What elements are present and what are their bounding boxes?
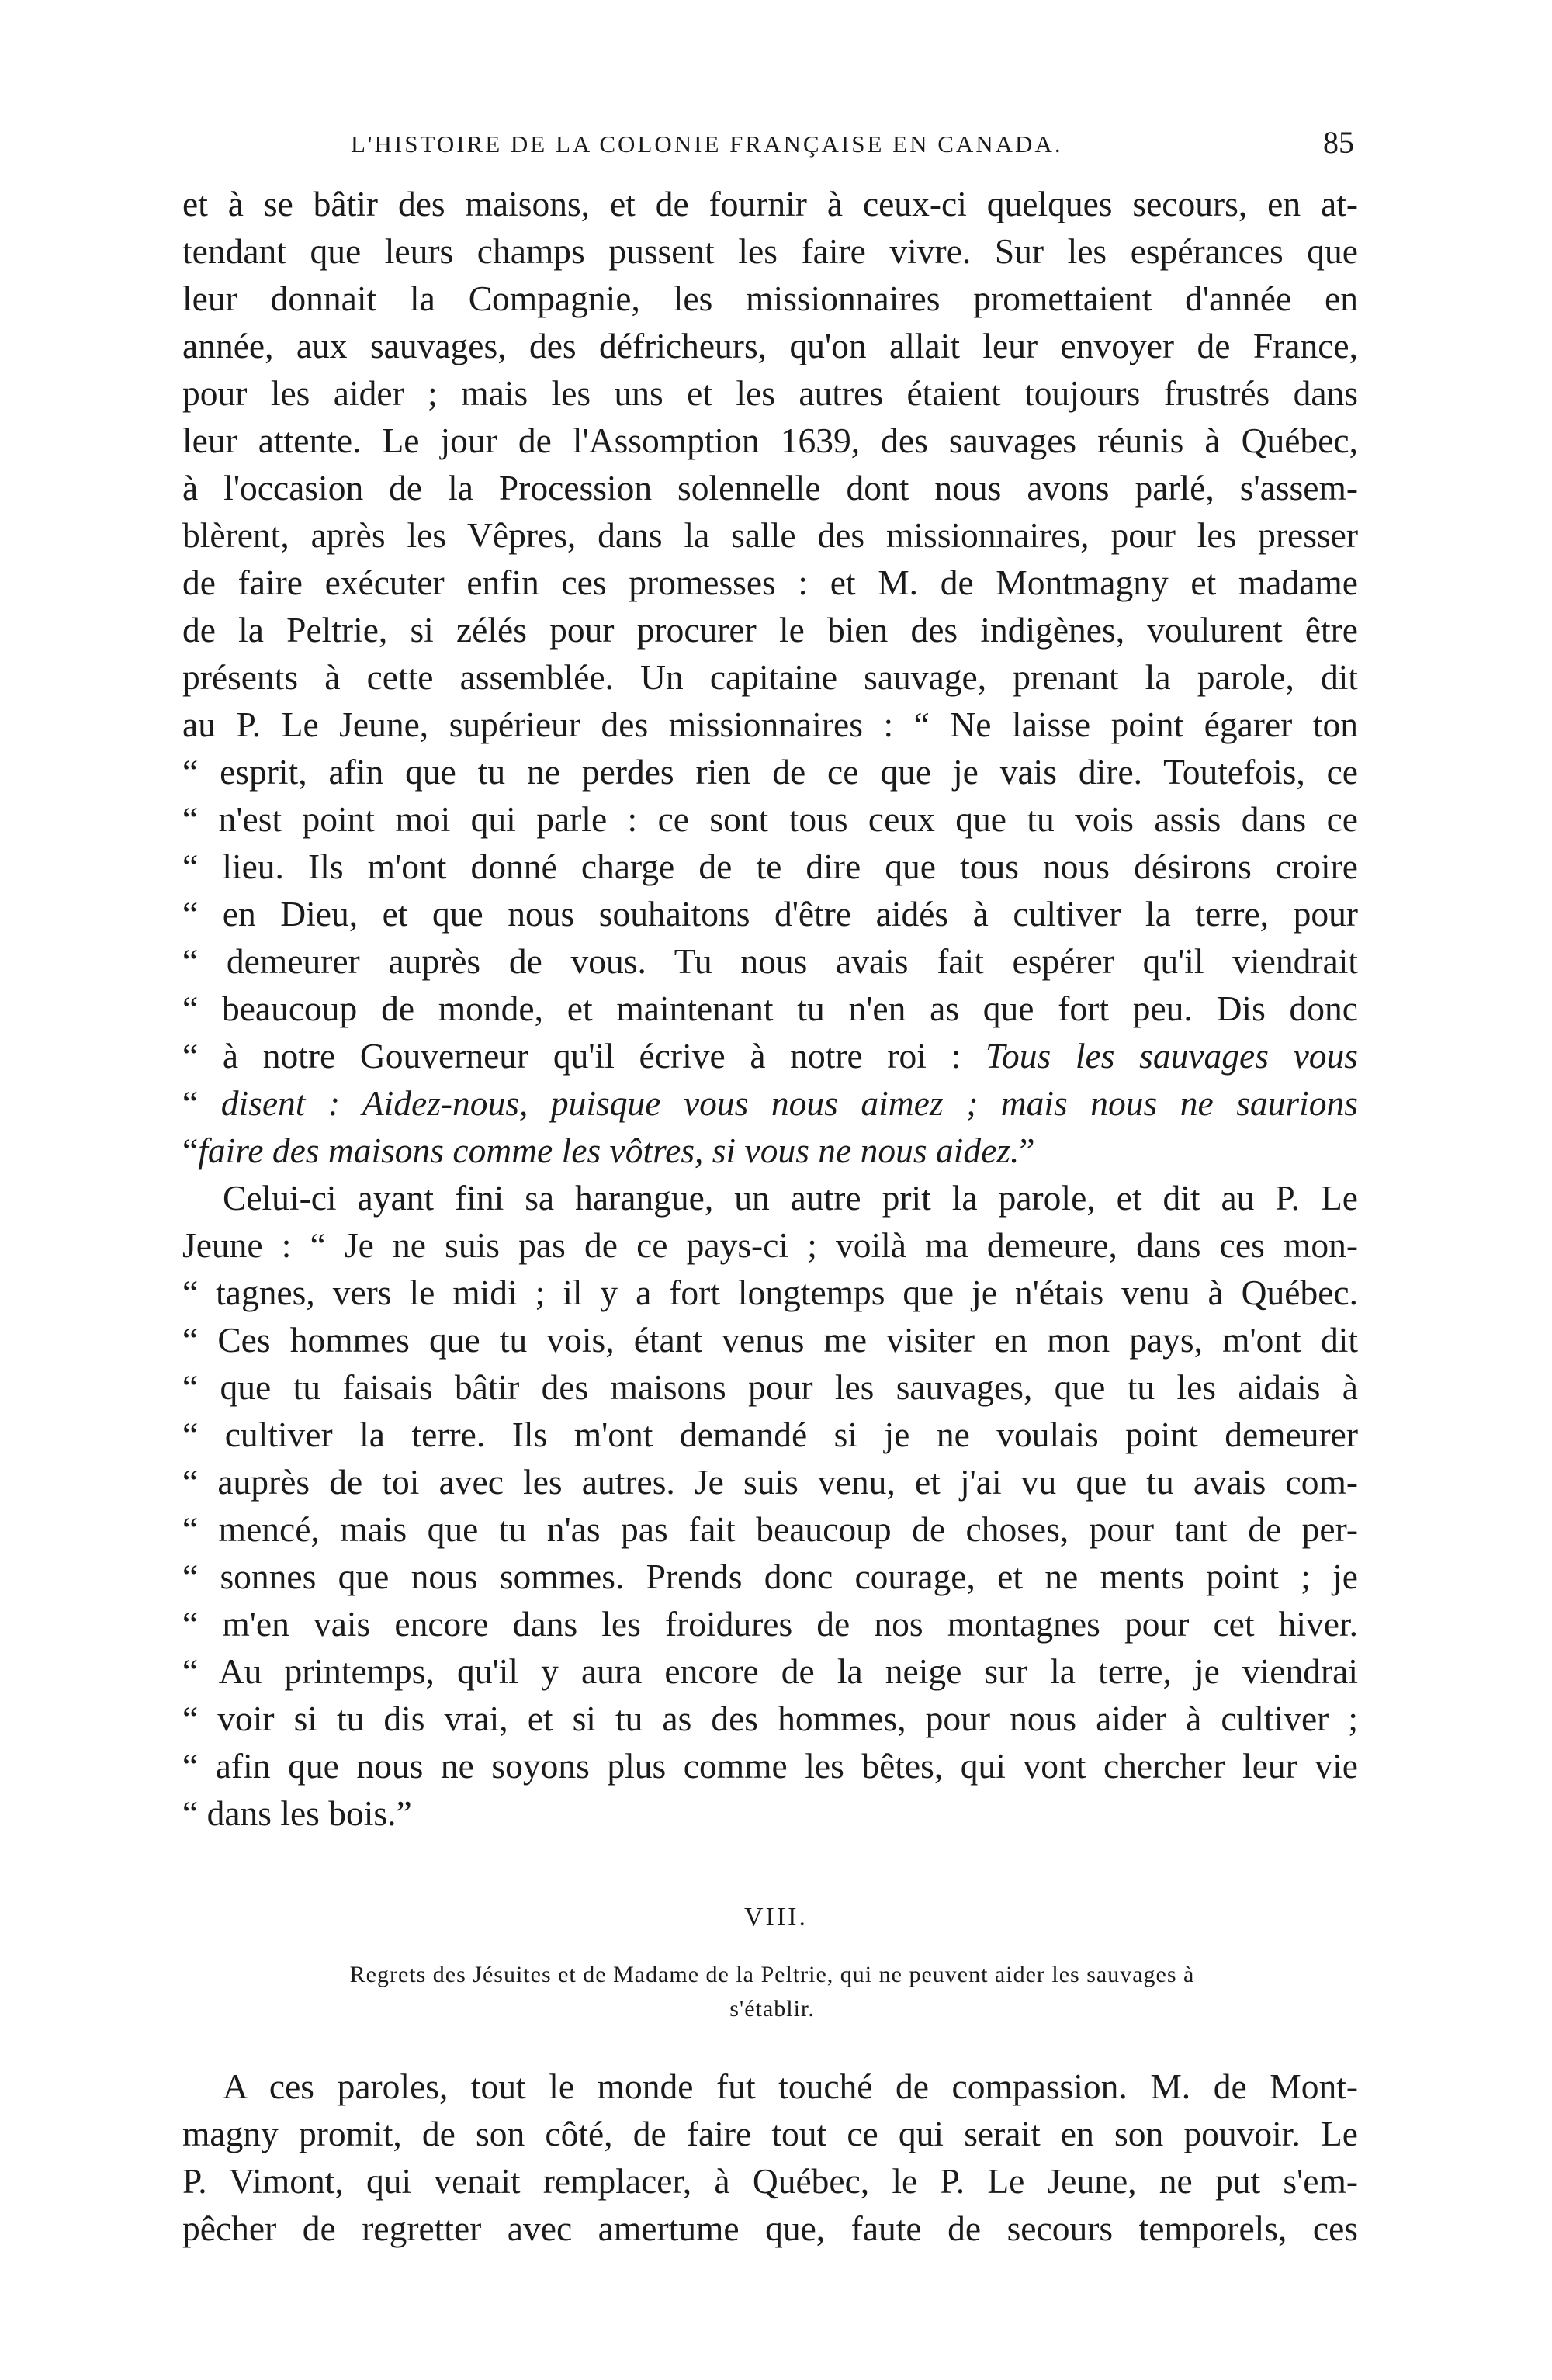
- text-line: “ que tu faisais bâtir des maisons pour les sauvages, que tu les aidais à: [182, 1367, 1358, 1407]
- section-title: [186, 1958, 1358, 2026]
- text-line: leur attente. Le jour de l'Assomption 1639, des sauvages réunis à Québec,: [182, 421, 1358, 460]
- text-line: année, aux sauvages, des défricheurs, qu'on allait leur envoyer de France,: [182, 326, 1358, 365]
- text-line: Celui-ci ayant fini sa harangue, un autre prit la parole, et dit au P. Le: [223, 1178, 1358, 1218]
- text-line: leur donnait la Compagnie, les missionnaires promettaient d'année en: [182, 279, 1358, 318]
- text-line: “ esprit, afin que tu ne perdes rien de ce que je vais dire. Toutefois, ce: [182, 752, 1358, 792]
- text-line: “ auprès de toi avec les autres. Je suis venu, et j'ai vu que tu avais com-: [182, 1462, 1358, 1502]
- italic-quote-text: disent : Aidez-nous, puisque vous nous aimez ; mais nous ne saurions: [220, 1083, 1358, 1123]
- text-line: A ces paroles, tout le monde fut touché de compassion. M. de Mont-: [223, 2066, 1358, 2106]
- text-line: magny promit, de son côté, de faire tout ce qui serait en son pouvoir. Le: [182, 2114, 1358, 2153]
- text-line: “ afin que nous ne soyons plus comme les bêtes, qui vont chercher leur vie: [182, 1746, 1358, 1786]
- page-number: 85: [1323, 125, 1354, 160]
- text-line: “ sonnes que nous sommes. Prends donc courage, et ne ments point ; je: [182, 1557, 1358, 1596]
- text-line: blèrent, après les Vêpres, dans la salle des missionnaires, pour les presser: [182, 515, 1358, 555]
- italic-quote-line: [182, 1079, 1358, 1127]
- running-title: L'HISTOIRE DE LA COLONIE FRANÇAISE EN CANADA.: [351, 130, 1063, 158]
- main-text-block: [182, 180, 1358, 1837]
- quote-mark: “: [182, 1083, 199, 1123]
- quote-mark: “: [182, 1131, 199, 1170]
- text-line: “ en Dieu, et que nous souhaitons d'être aidés à cultiver la terre, pour: [182, 894, 1358, 934]
- text-line: “ Ces hommes que tu vois, étant venus me visiter en mon pays, m'ont dit: [182, 1320, 1358, 1360]
- text-line: à l'occasion de la Procession solennelle dont nous avons parlé, s'assem-: [182, 468, 1358, 508]
- text-line: et à se bâtir des maisons, et de fournir à ceux-ci quelques secours, en at-: [182, 184, 1358, 223]
- text-line: “ lieu. Ils m'ont donné charge de te dire que tous nous désirons croire: [182, 847, 1358, 886]
- text-line: tendant que leurs champs pussent les faire vivre. Sur les espérances que: [182, 231, 1358, 271]
- text-line-roman: “ à notre Gouverneur qu'il écrive à notre roi :: [182, 1036, 961, 1076]
- section-title-line: s'établir.: [729, 1996, 815, 2021]
- text-line: “ beaucoup de monde, et maintenant tu n'en as que fort peu. Dis donc: [182, 989, 1358, 1028]
- text-line: “ n'est point moi qui parle : ce sont tous ceux que tu vois assis dans ce: [182, 799, 1358, 839]
- text-line: pour les aider ; mais les uns et les autres étaient toujours frustrés dans: [182, 373, 1358, 413]
- text-line: présents à cette assemblée. Un capitaine sauvage, prenant la parole, dit: [182, 657, 1358, 697]
- text-line: “ m'en vais encore dans les froidures de nos montagnes pour cet hiver.: [182, 1604, 1358, 1644]
- text-line: “ demeurer auprès de vous. Tu nous avais fait espérer qu'il viendrait: [182, 941, 1358, 981]
- section-text-block: [182, 2063, 1358, 2252]
- text-line: Jeune : “ Je ne suis pas de ce pays-ci ; voilà ma demeure, dans ces mon-: [182, 1225, 1358, 1265]
- text-line: P. Vimont, qui venait remplacer, à Québec, le P. Le Jeune, ne put s'em-: [182, 2161, 1358, 2201]
- quote-close: ”: [1019, 1131, 1035, 1170]
- text-line: pêcher de regretter avec amertume que, faute de secours temporels, ces: [182, 2209, 1358, 2248]
- text-line: “ Au printemps, qu'il y aura encore de la neige sur la terre, je viendrai: [182, 1651, 1358, 1691]
- section-title-line: Regrets des Jésuites et de Madame de la Peltrie, qui ne peuvent aider les sauvages à: [349, 1962, 1195, 1987]
- text-line-with-italic: [182, 1032, 1358, 1079]
- text-line: de faire exécuter enfin ces promesses : et M. de Montmagny et madame: [182, 563, 1358, 602]
- text-line: “ mencé, mais que tu n'as pas fait beaucoup de choses, pour tant de per-: [182, 1509, 1358, 1549]
- section-number: VIII.: [743, 1903, 809, 1931]
- text-line: “ dans les bois.”: [182, 1793, 412, 1833]
- text-line: “ tagnes, vers le midi ; il y a fort longtemps que je n'étais venu à Québec.: [182, 1273, 1358, 1312]
- italic-quote-text: faire des maisons comme les vôtres, si vous ne nous aidez.: [198, 1131, 1020, 1170]
- text-line: “ cultiver la terre. Ils m'ont demandé si je ne voulais point demeurer: [182, 1415, 1358, 1454]
- text-line: au P. Le Jeune, supérieur des missionnaires : “ Ne laisse point égarer ton: [182, 705, 1358, 744]
- italic-quote-line: [182, 1127, 1358, 1174]
- text-line: “ voir si tu dis vrai, et si tu as des hommes, pour nous aider à cultiver ;: [182, 1699, 1358, 1738]
- text-line: de la Peltrie, si zélés pour procurer le bien des indigènes, voulurent être: [182, 610, 1358, 650]
- italic-quote-start: Tous les sauvages vous: [985, 1036, 1358, 1076]
